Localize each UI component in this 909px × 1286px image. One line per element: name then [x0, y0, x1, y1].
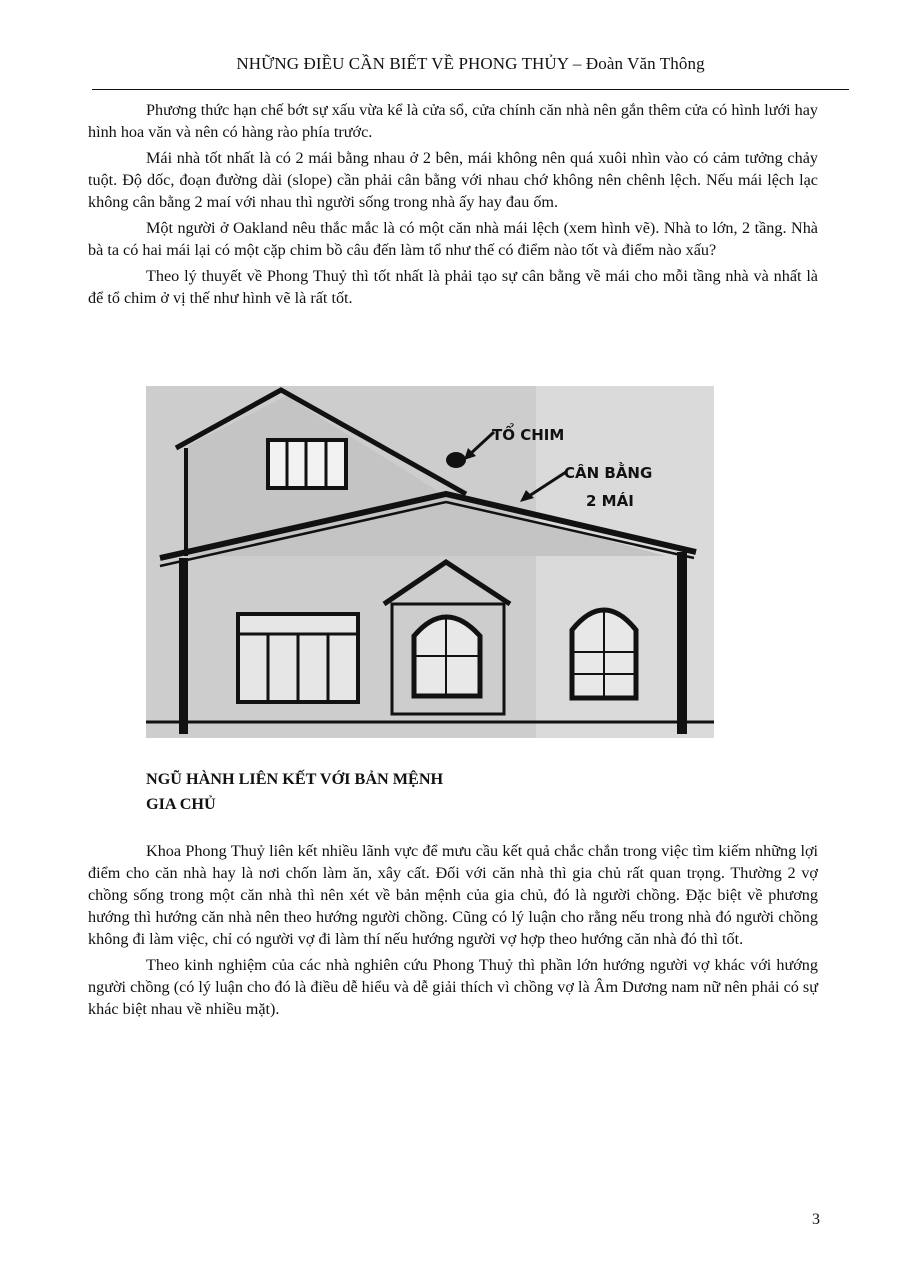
figure-label-balance: CÂN BẰNG — [564, 464, 653, 482]
paragraph: Theo lý thuyết về Phong Thuỷ thì tốt nhất là phải tạo sự cân bằng về mái cho mỗi tầng nhà và nhất là để tổ chim ở vị thế như hình vẽ là rất tốt. — [88, 267, 818, 307]
paragraph: Phương thức hạn chế bớt sự xấu vừa kể là cửa sổ, cửa chính căn nhà nên gắn thêm cửa có hình lưới hay hình hoa văn và nên có hàng rào phía trước. — [88, 101, 818, 141]
heading-line: NGŨ HÀNH LIÊN KẾT VỚI BẢN MỆNH — [146, 770, 444, 788]
paragraph: Khoa Phong Thuỷ liên kết nhiều lãnh vực để mưu cầu kết quả chắc chắn trong việc tìm kiếm những lợi điểm cho căn nhà hay là nơi chốn làm ăn, xây cất. Đối với căn nhà thì gia chủ rất quan trọng. Thường 2 vợ chồng sống trong một căn nhà thì nên xét về bản mệnh của gia chủ, đó là người chồng. Đặc biệt về phương hướng thì hướng căn nhà nên theo hướng người chồng. Cũng có lý luận cho rằng nếu trong nhà đó người chồng không đi làm việc, chỉ có người vợ đi làm thí nếu hướng người vợ hợp theo hướng căn nhà đó thì tốt. — [88, 842, 818, 948]
running-header: NHỮNG ĐIỀU CẦN BIẾT VỀ PHONG THỦY – Đoàn Văn Thông — [236, 54, 705, 73]
section-heading — [146, 767, 646, 817]
paragraph: Mái nhà tốt nhất là có 2 mái bằng nhau ở 2 bên, mái không nên quá xuôi nhìn vào có cảm tưởng chảy tuột. Độ dốc, đoạn đường dài (slope) cần phải cân bằng với nhau chớ không nên chênh lệch. Nếu mái lệch lạc không cân bằng 2 maí với nhau thì người sống trong nhà ấy hay đau ốm. — [88, 149, 818, 211]
heading-line: GIA CHỦ — [146, 795, 216, 813]
house-roof-illustration — [146, 386, 714, 738]
paragraph: Một người ở Oakland nêu thắc mắc là có một căn nhà mái lệch (xem hình vẽ). Nhà to lớn, 2 tầng. Nhà bà ta có hai mái lại có một cặp chim bồ câu đến làm tổ như thế có điểm nào tốt và điểm nào xấu? — [88, 219, 818, 259]
header-divider — [92, 89, 849, 90]
page-number: 3 — [812, 1211, 820, 1228]
figure-label-balance-2: 2 MÁI — [586, 492, 634, 510]
section2-text — [88, 840, 818, 1024]
section1-text — [88, 99, 818, 313]
figure-label-nest: TỔ CHIM — [492, 426, 565, 444]
paragraph: Theo kinh nghiệm của các nhà nghiên cứu Phong Thuỷ thì phần lớn hướng người vợ khác với hướng người chồng (có lý luận cho đó là điều dễ hiểu và dễ giải thích vì chồng vợ là Âm Dương nam nữ nên phải có sự khác biệt nhau về nhiều mặt). — [88, 956, 818, 1018]
